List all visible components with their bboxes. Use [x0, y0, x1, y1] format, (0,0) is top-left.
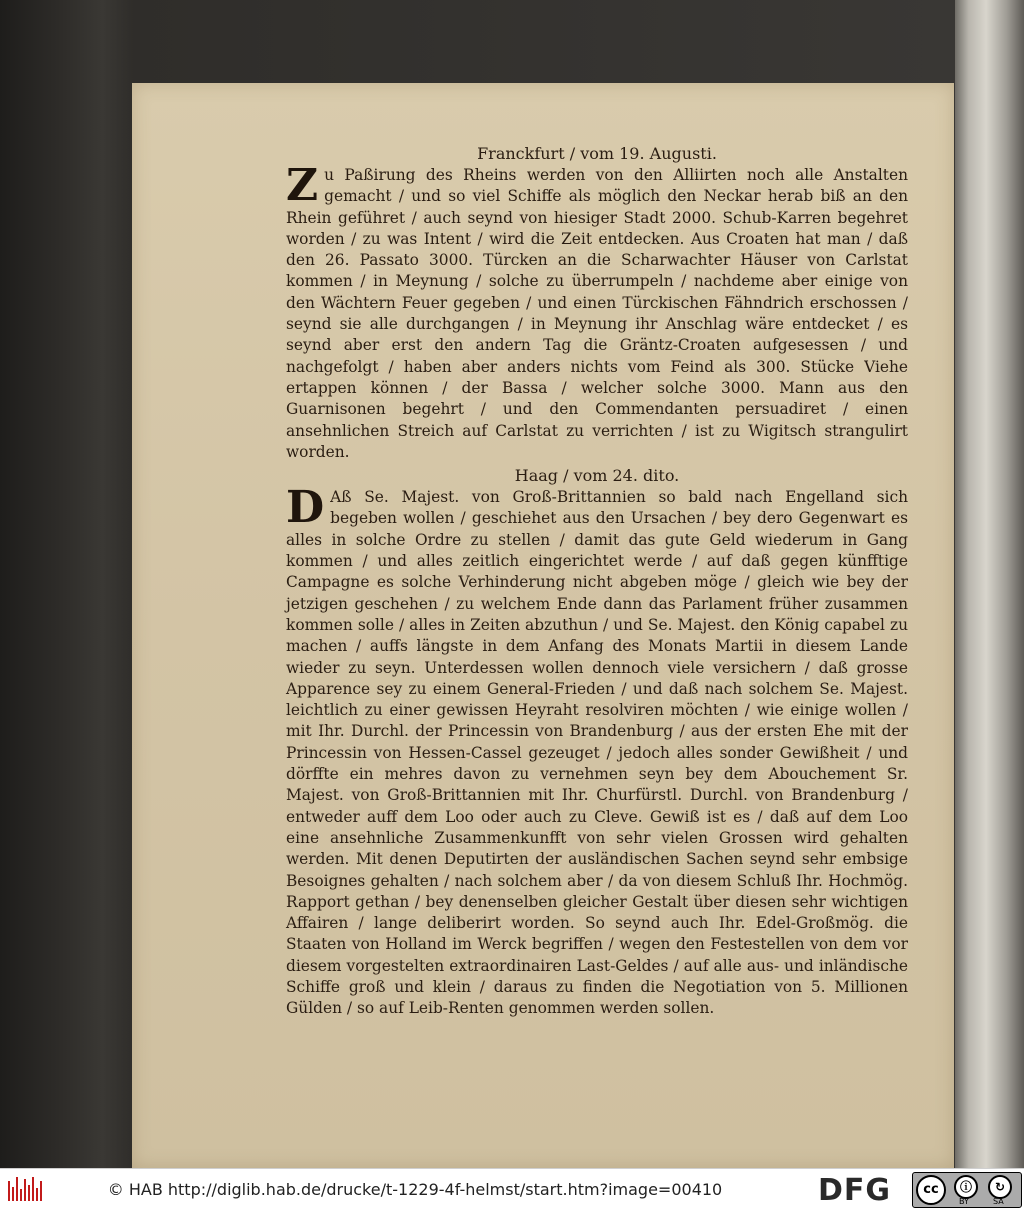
book-spine	[955, 0, 1024, 1168]
by-label: BY	[959, 1197, 969, 1206]
dfg-logo-icon[interactable]: DFG	[818, 1173, 892, 1208]
person-icon: ⓘ	[954, 1175, 978, 1199]
cc-icon: cc	[916, 1175, 946, 1205]
section1-paragraph	[286, 160, 908, 463]
share-alike-icon: ↻	[988, 1175, 1012, 1199]
section2-paragraph	[286, 482, 908, 1019]
section1-dropcap: Z	[286, 160, 319, 211]
page-text	[286, 143, 908, 1020]
section2-dropcap: D	[286, 482, 325, 534]
sa-label: SA	[993, 1197, 1004, 1206]
cc-license-icon[interactable]	[912, 1172, 1022, 1208]
footer-url-link[interactable]: © HAB http://diglib.hab.de/drucke/t-1229-4f-helmst/start.htm?image=00410	[107, 1180, 723, 1199]
section2-body: Aß Se. Majest. von Groß-Brittannien so bald nach Engelland sich begeben wollen / geschiehet aus den Ursachen / bey dero Gegenwart es alles in solche Ordre zu stellen / damit das gute Geld wiederum in Gang kommen / und alles zeitlich eingerichtet werde / auf daß gegen künfftige Campagne es solche Verhinderung nicht abgeben möge / gleich wie bey der jetzigen geschehen / zu welchem Ende dann das Parlament früher zusammen kommen solle / alles in Zeiten abzuthun / und Se. Majest. den König capabel zu machen / auffs längste in dem Anfang des Monats Martii in diesem Lande wieder zu seyn. Unterdessen wollen dennoch viele versichern / daß grosse Apparence sey zu einem General-Frieden / und daß nach solchem Se. Majest. leichtlich zu einer gewissen Heyraht resolviren möchten / wie einige wollen / mit Ihr. Durchl. der Princessin von Brandenburg / aus der ersten Ehe mit der Princessin von Hessen-Cassel gezeuget / jedoch alles sonder Gewißheit / und dörffte ein mehres davon zu vernehmen seyn bey dem Abouchement Sr. Majest. von Groß-Brittannien mit Ihr. Churfürstl. Durchl. von Brandenburg / entweder auff dem Loo oder auch zu Cleve. Gewiß ist es / daß auf dem Loo eine ansehnliche Zusammenkunfft von sehr vielen Grossen wird gehalten werden. Mit denen Deputirten der ausländischen Sachen seynd sehr embsige Besoignes gehalten / nach solchem aber / da von diesem Schluß Ihr. Hochmög. Rapport gethan / bey denenselben gleicher Gestalt über diesen sehr wichtigen Affairen / lange deliberirt worden. So seynd auch Ihr. Edel-Großmög. die Staaten von Holland im Werck begriffen / wegen den Festestellen von dem vor diesem vorgestelten extraordinairen Last-Geldes / auf alle aus- und inländische Schiffe groß und klein / daraus zu finden die Negotiation von 5. Millionen Gülden / so auf Leib-Renten genommen werden sollen.	[286, 488, 908, 1018]
section2-heading: Haag / vom 24. dito.	[514, 466, 680, 486]
section1-body: u Paßirung des Rheins werden von den Alliirten noch alle Anstalten gemacht / und so viel Schiffe als möglich den Neckar herab biß an den Rhein geführet / auch seynd von hiesiger Stadt 2000. Schub-Karren begehret worden / zu was Intent / wird die Zeit entdecken. Aus Croaten hat man / daß den 26. Passato 3000. Türcken an die Scharwachter Häuser von Carlstat kommen / in Meynung / solche zu überrumpeln / nachdeme aber einige von den Wächtern Feuer gegeben / und einen Türckischen Fähndrich erschossen / seynd sie alle durchgangen / in Meynung ihr Anschlag wäre entdecket / es seynd aber erst den andern Tag die Gräntz-Croaten aufgesessen / und nachgefolgt / haben aber anders nichts vom Feind als 300. Stücke Viehe ertappen können / der Bassa / welcher solche 3000. Mann aus den Guarnisonen begehrt / und den Commendanten persuadiret / einen ansehnlichen Streich auf Carlstat zu verrichten / ist zu Wigitsch strangulirt worden.	[286, 166, 908, 461]
section1-heading: Franckfurt / vom 19. Augusti.	[477, 144, 717, 163]
footer-bar	[0, 1168, 1024, 1211]
